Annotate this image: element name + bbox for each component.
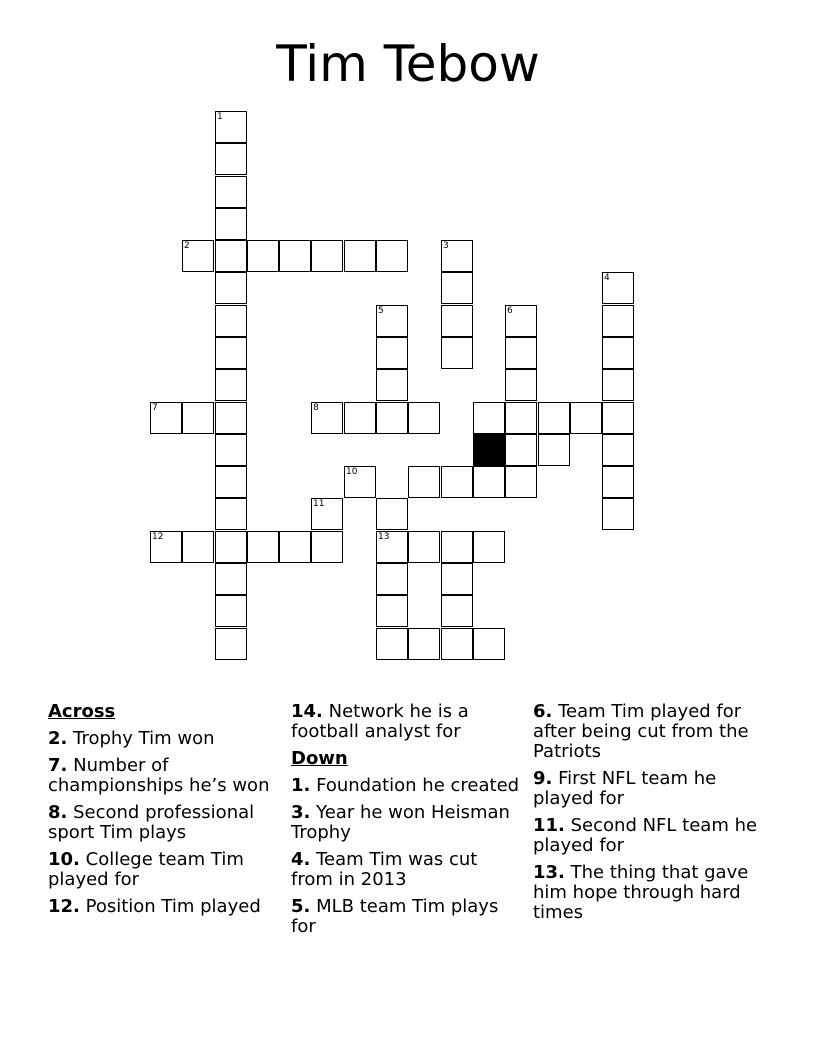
grid-cell[interactable]: [182, 240, 214, 272]
grid-cell[interactable]: [182, 531, 214, 563]
clue-number: 7: [152, 403, 158, 413]
grid-cell[interactable]: [344, 240, 376, 272]
grid-cell[interactable]: [473, 402, 505, 434]
grid-cell[interactable]: [441, 563, 473, 595]
grid-cell[interactable]: [408, 402, 440, 434]
clue-across-2: 2. Trophy Tim won: [48, 728, 215, 749]
clue-number: 4: [604, 273, 610, 283]
grid-cell[interactable]: [376, 498, 408, 530]
grid-cell[interactable]: [247, 240, 279, 272]
clues-column-2: [291, 702, 523, 944]
clue-across-10: 10. College team Tim played for: [48, 849, 244, 890]
grid-cell[interactable]: [408, 628, 440, 660]
grid-cell[interactable]: [376, 531, 408, 563]
clues-column-1: [48, 702, 280, 924]
grid-cell[interactable]: [505, 337, 537, 369]
grid-cell[interactable]: [215, 531, 247, 563]
grid-cell[interactable]: [279, 240, 311, 272]
grid-cell[interactable]: [215, 434, 247, 466]
grid-cell[interactable]: [215, 208, 247, 240]
grid-cell[interactable]: [602, 402, 634, 434]
clue-down-13: 13. The thing that gave him hope through hard times: [533, 862, 749, 923]
clue-number: 10: [346, 467, 358, 477]
grid-cell[interactable]: [376, 305, 408, 337]
grid-cell[interactable]: [376, 628, 408, 660]
clue-number: 11: [313, 499, 325, 509]
clue-down-4: 4. Team Tim was cut from in 2013: [291, 849, 478, 890]
clue-number: 5: [378, 306, 384, 316]
grid-cell[interactable]: [602, 369, 634, 401]
grid-cell[interactable]: [311, 402, 343, 434]
grid-cell[interactable]: [344, 402, 376, 434]
grid-cell[interactable]: [505, 369, 537, 401]
grid-cell[interactable]: [376, 595, 408, 627]
grid-cell[interactable]: [215, 466, 247, 498]
puzzle-title: Tim Tebow: [276, 35, 540, 93]
grid-cell[interactable]: [505, 466, 537, 498]
grid-cell[interactable]: [473, 628, 505, 660]
clue-down-3: 3. Year he won Heisman Trophy: [291, 802, 510, 843]
grid-cell[interactable]: [376, 402, 408, 434]
grid-cell[interactable]: [215, 272, 247, 304]
grid-cell[interactable]: [376, 563, 408, 595]
clues-column-3: [533, 702, 773, 930]
grid-cell[interactable]: [215, 240, 247, 272]
grid-cell[interactable]: [441, 240, 473, 272]
grid-cell[interactable]: [215, 337, 247, 369]
grid-cell[interactable]: [344, 466, 376, 498]
grid-cell[interactable]: [311, 240, 343, 272]
grid-cell[interactable]: [215, 498, 247, 530]
grid-cell[interactable]: [570, 402, 602, 434]
clue-down-6: 6. Team Tim played for after being cut from the Patriots: [533, 701, 749, 762]
grid-cell[interactable]: [505, 402, 537, 434]
grid-cell[interactable]: [215, 369, 247, 401]
grid-cell[interactable]: [505, 305, 537, 337]
clue-number: 13: [378, 532, 390, 542]
grid-cell[interactable]: [602, 272, 634, 304]
grid-cell[interactable]: [602, 434, 634, 466]
grid-cell[interactable]: [602, 466, 634, 498]
clue-down-11: 11. Second NFL team he played for: [533, 815, 758, 856]
grid-cell[interactable]: [441, 531, 473, 563]
down-heading: Down: [291, 748, 348, 769]
grid-cell[interactable]: [215, 305, 247, 337]
clue-down-5: 5. MLB team Tim plays for: [291, 896, 499, 937]
grid-cell[interactable]: [602, 337, 634, 369]
grid-cell[interactable]: [538, 434, 570, 466]
grid-cell[interactable]: [441, 628, 473, 660]
grid-cell[interactable]: [505, 434, 537, 466]
clue-across-8: 8. Second professional sport Tim plays: [48, 802, 255, 843]
grid-cell[interactable]: [602, 498, 634, 530]
clue-number: 8: [313, 403, 319, 413]
clue-across-7: 7. Number of championships he’s won: [48, 755, 270, 796]
grid-cell[interactable]: [441, 595, 473, 627]
clue-down-9: 9. First NFL team he played for: [533, 768, 717, 809]
grid-cell[interactable]: [215, 563, 247, 595]
clue-number: 12: [152, 532, 164, 542]
clue-across-12: 12. Position Tim played: [48, 896, 261, 917]
grid-cell[interactable]: [150, 402, 182, 434]
grid-cell[interactable]: [602, 305, 634, 337]
grid-cell[interactable]: [441, 466, 473, 498]
grid-cell[interactable]: [215, 595, 247, 627]
grid-cell[interactable]: [408, 466, 440, 498]
grid-cell[interactable]: [215, 628, 247, 660]
grid-cell[interactable]: [473, 466, 505, 498]
clue-across-14: 14. Network he is a football analyst for: [291, 701, 469, 742]
grid-cell[interactable]: [247, 531, 279, 563]
grid-cell[interactable]: [311, 531, 343, 563]
grid-cell[interactable]: [408, 531, 440, 563]
grid-cell[interactable]: [441, 305, 473, 337]
grid-cell[interactable]: [376, 369, 408, 401]
clue-number: 1: [217, 112, 223, 122]
grid-cell[interactable]: [215, 176, 247, 208]
grid-cell[interactable]: [538, 402, 570, 434]
clue-number: 6: [507, 306, 513, 316]
grid-cell[interactable]: [215, 111, 247, 143]
grid-cell[interactable]: [376, 240, 408, 272]
grid-cell[interactable]: [215, 143, 247, 175]
grid-cell[interactable]: [473, 531, 505, 563]
clue-number: 2: [184, 241, 190, 251]
grid-cell[interactable]: [150, 531, 182, 563]
grid-cell[interactable]: [215, 402, 247, 434]
grid-cell[interactable]: [182, 402, 214, 434]
grid-cell[interactable]: [376, 337, 408, 369]
across-heading: Across: [48, 701, 116, 722]
clue-number: 3: [443, 241, 449, 251]
grid-cell[interactable]: [279, 531, 311, 563]
grid-cell[interactable]: [311, 498, 343, 530]
clue-down-1: 1. Foundation he created: [291, 775, 520, 796]
grid-cell[interactable]: [441, 272, 473, 304]
grid-cell[interactable]: [441, 337, 473, 369]
black-cell: [473, 434, 505, 466]
